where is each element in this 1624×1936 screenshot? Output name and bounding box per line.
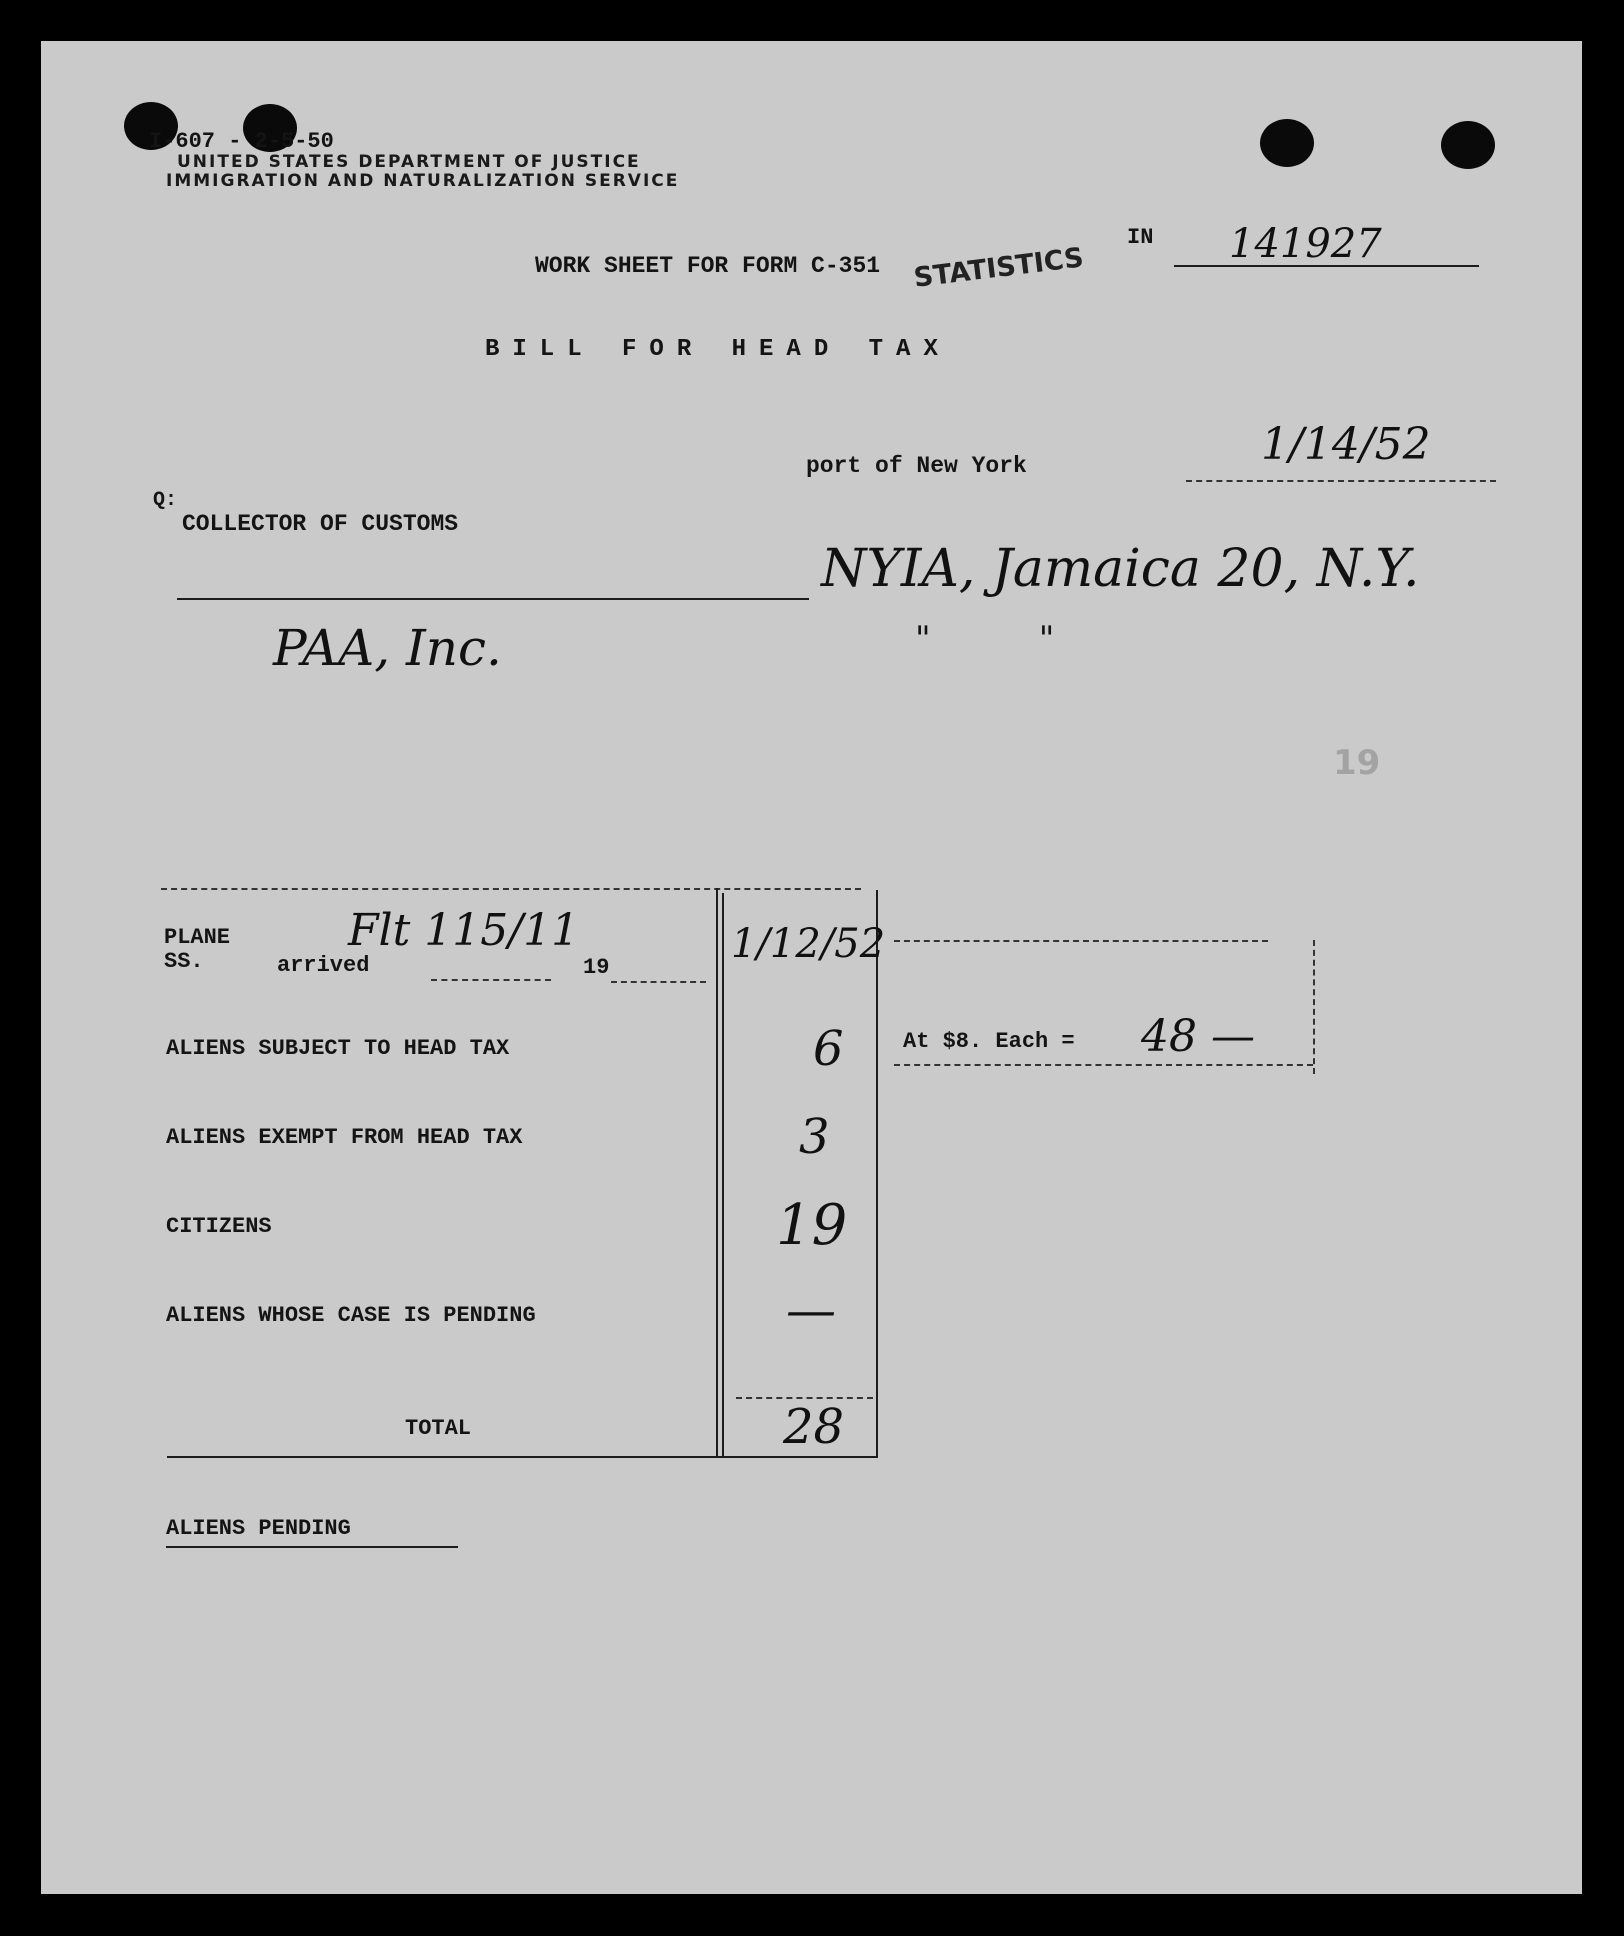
- table-divider-inner: [722, 893, 724, 1456]
- arrival-underline: [431, 979, 551, 981]
- flight-handwritten: Flt 115/11: [348, 905, 580, 956]
- punch-hole-right-2: [1441, 121, 1495, 169]
- tax-box-bottom: [894, 1064, 1313, 1066]
- collector-underline: [177, 598, 809, 600]
- total-label: TOTAL: [405, 1416, 472, 1441]
- row-label-subject: ALIENS SUBJECT TO HEAD TAX: [166, 1036, 510, 1061]
- total-value: 28: [783, 1399, 845, 1455]
- collector-label: COLLECTOR OF CUSTOMS: [182, 511, 459, 537]
- year-underline: [611, 981, 706, 983]
- plane-label: PLANE: [164, 925, 231, 950]
- form-number: I-607 - 2-5-50: [149, 129, 334, 154]
- table-bottom-border: [167, 1456, 878, 1458]
- department-name: UNITED STATES DEPARTMENT OF JUSTICE: [177, 152, 641, 172]
- year-prefix: 19: [583, 955, 610, 980]
- location-handwritten: NYIA, Jamaica 20, N.Y.: [821, 539, 1420, 599]
- statistics-stamp: STATISTICS: [912, 242, 1086, 294]
- ss-label: SS.: [164, 949, 204, 974]
- work-sheet-title: WORK SHEET FOR FORM C-351: [535, 253, 881, 279]
- bill-title: BILL FOR HEAD TAX: [485, 336, 951, 363]
- tax-amount: 48 —: [1141, 1011, 1255, 1062]
- row-label-citizens: CITIZENS: [166, 1214, 272, 1239]
- port-date: 1/14/52: [1261, 419, 1431, 470]
- in-number-underline: [1174, 265, 1479, 267]
- row-label-pending: ALIENS WHOSE CASE IS PENDING: [166, 1303, 536, 1328]
- aliens-pending-label: ALIENS PENDING: [166, 1516, 351, 1541]
- ditto-marks: " ": [915, 619, 1055, 659]
- tax-box-top: [894, 940, 1268, 942]
- row-value-subject: 6: [813, 1021, 844, 1077]
- arrived-label: arrived: [277, 953, 370, 978]
- page-mark: 19: [1333, 743, 1381, 783]
- in-number: 141927: [1229, 221, 1382, 267]
- tax-box-right: [1313, 940, 1315, 1074]
- document-sheet: [41, 41, 1582, 1894]
- aliens-pending-underline: [166, 1546, 458, 1548]
- tax-rate-label: At $8. Each =: [903, 1029, 1075, 1054]
- row-label-exempt: ALIENS EXEMPT FROM HEAD TAX: [166, 1125, 523, 1150]
- table-top-border: [161, 888, 861, 890]
- arrival-date-handwritten: 1/12/52: [731, 921, 886, 967]
- port-label: port of New York: [806, 453, 1027, 479]
- in-label: IN: [1127, 225, 1154, 250]
- to-label: Q:: [153, 489, 178, 512]
- row-value-pending: —: [786, 1281, 836, 1339]
- port-date-underline: [1186, 480, 1496, 482]
- service-name: IMMIGRATION AND NATURALIZATION SERVICE: [166, 171, 680, 191]
- table-divider-left: [716, 888, 718, 1456]
- row-value-citizens: 19: [776, 1193, 848, 1258]
- table-right-border: [876, 890, 878, 1456]
- carrier-handwritten: PAA, Inc.: [273, 619, 502, 677]
- row-value-exempt: 3: [799, 1109, 830, 1165]
- punch-hole-right-1: [1260, 119, 1314, 167]
